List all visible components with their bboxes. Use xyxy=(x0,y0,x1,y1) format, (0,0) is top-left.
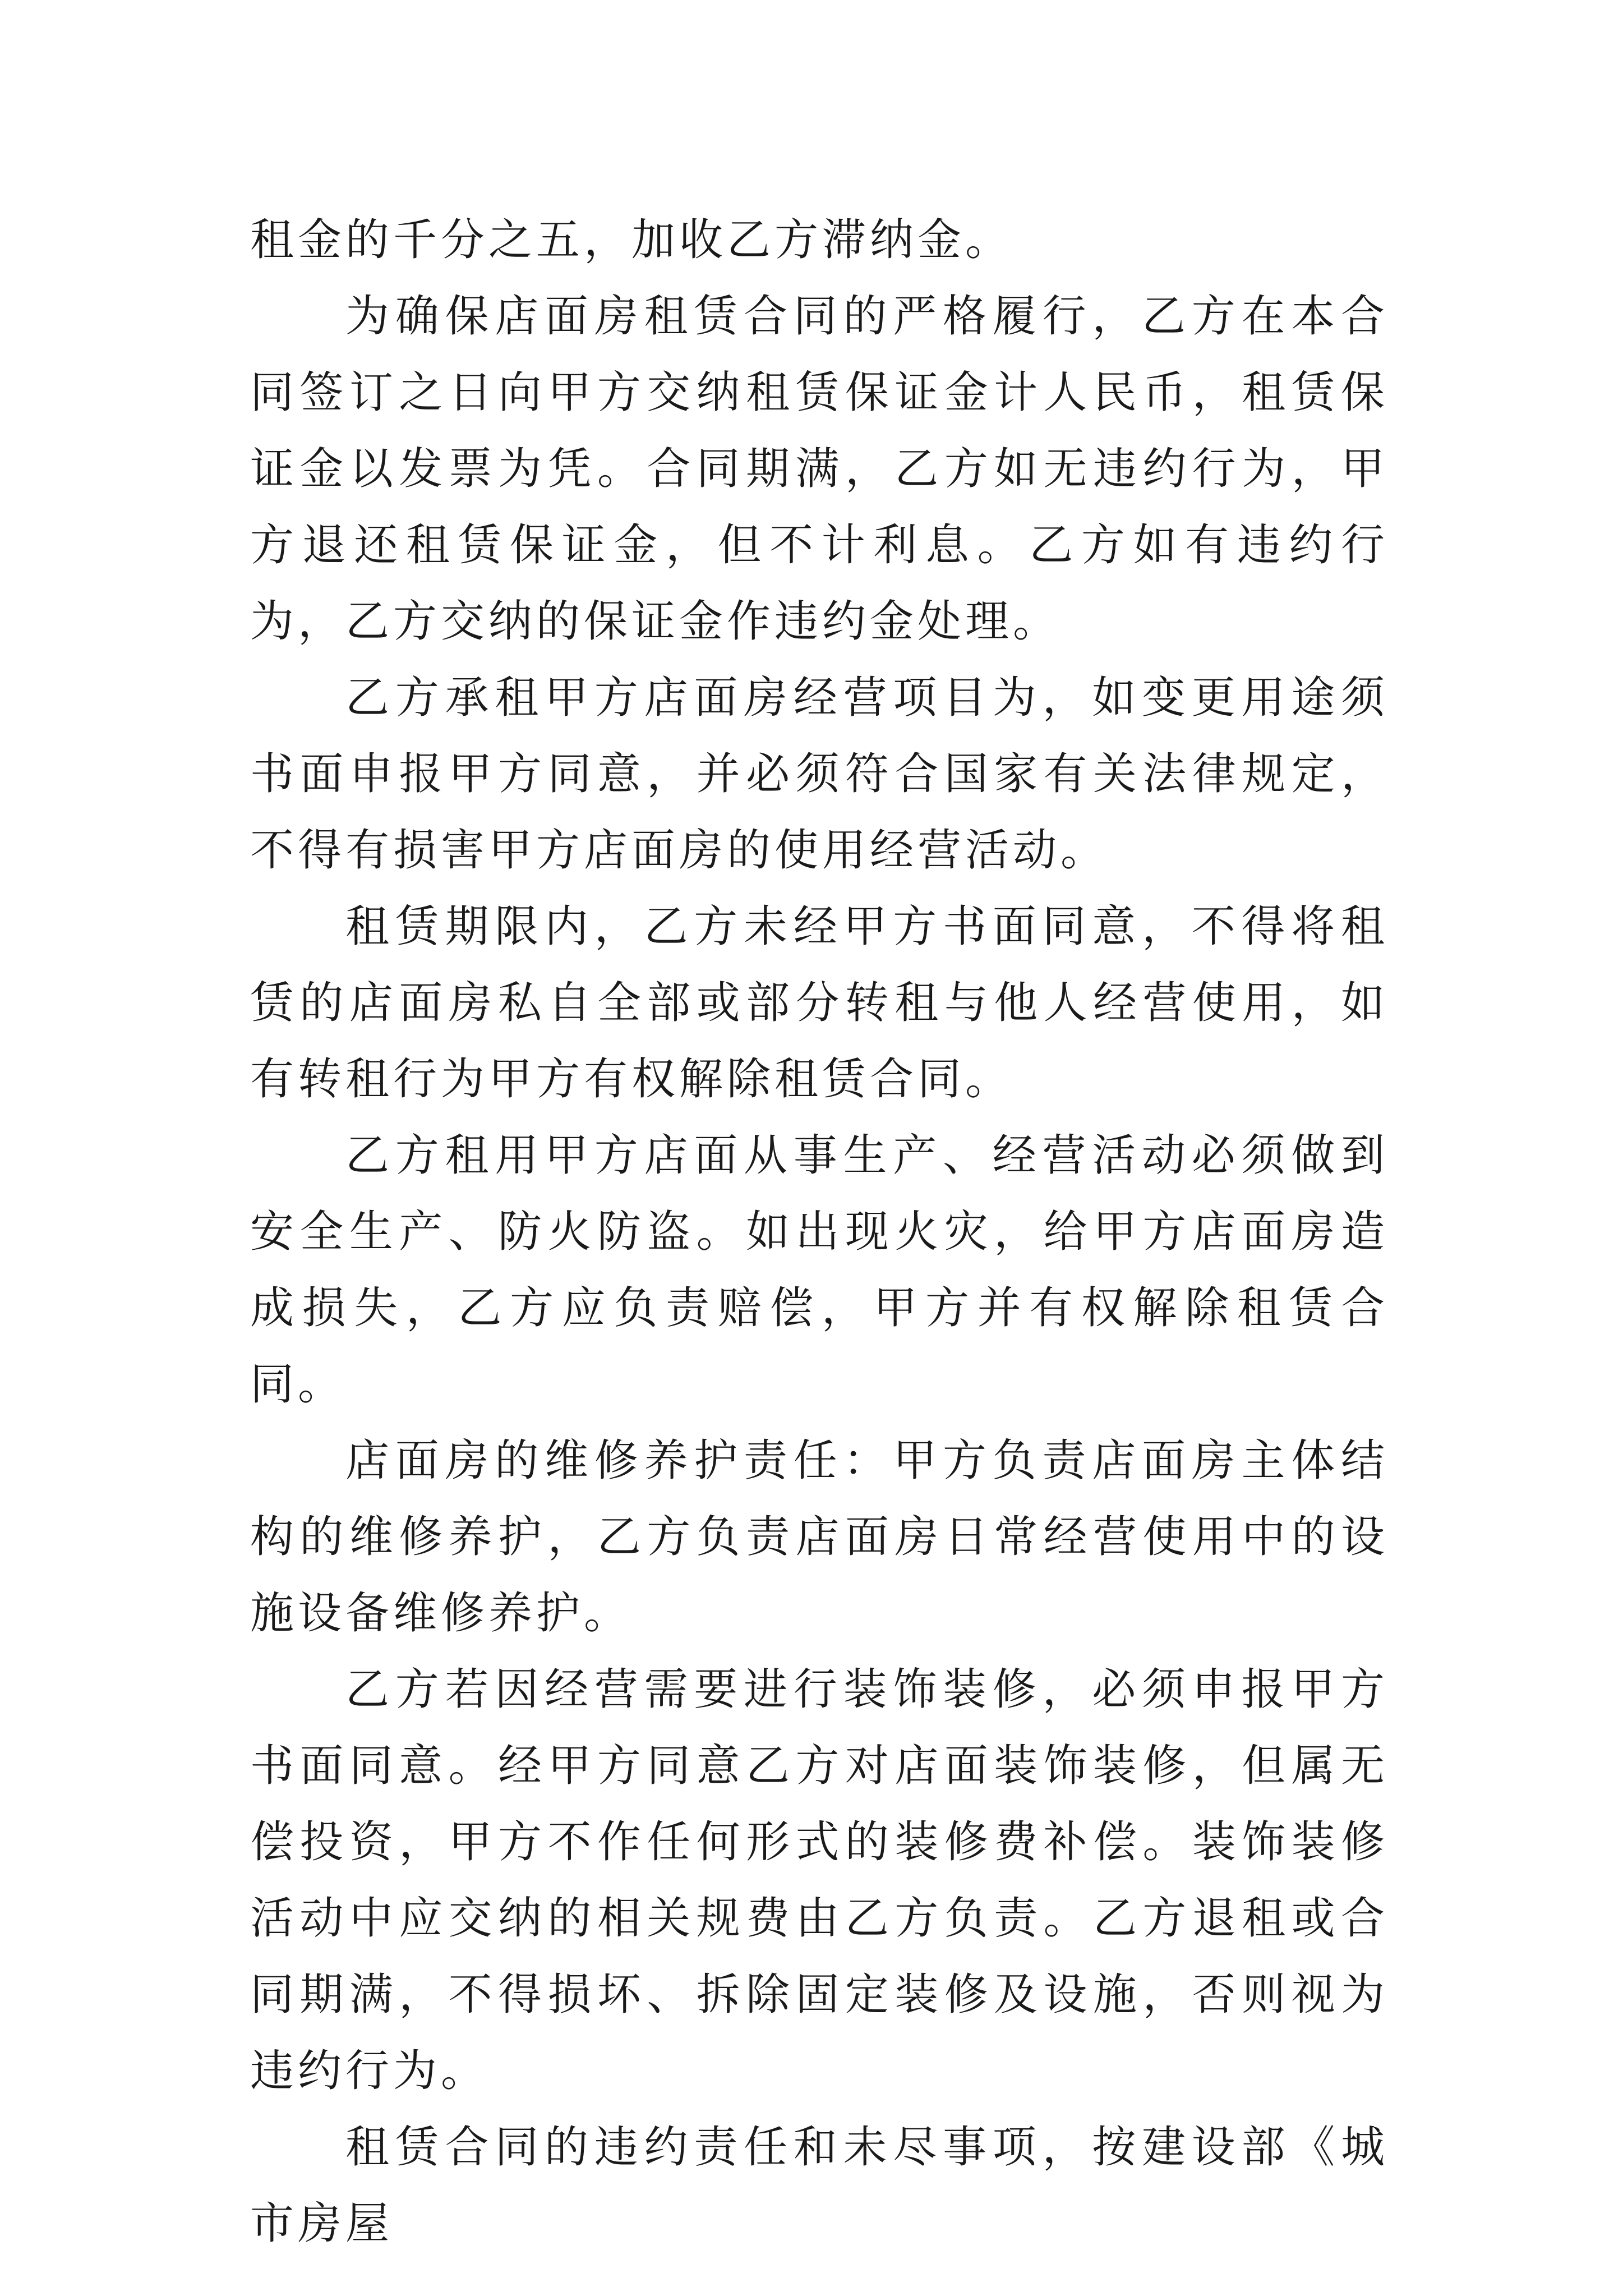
paragraph-security-deposit: 为确保店面房租赁合同的严格履行，乙方在本合同签订之日向甲方交纳租赁保证金计人民币，租赁保证金以发票为凭。合同期满，乙方如无违约行为，甲方退还租赁保证金，但不计利息。乙方如有违约行为，乙方交纳的保证金作违约金处理。 xyxy=(250,291,1389,647)
paragraph-business-scope: 乙方承租甲方店面房经营项目为，如变更用途须书面申报甲方同意，并必须符合国家有关法律规定，不得有损害甲方店面房的使用经营活动。 xyxy=(250,673,1389,876)
contract-text-body xyxy=(250,202,1389,2262)
paragraph-maintenance: 店面房的维修养护责任：甲方负责店面房主体结构的维修养护，乙方负责店面房日常经营使用中的设施设备维修养护。 xyxy=(250,1435,1389,1639)
paragraph-decoration: 乙方若因经营需要进行装饰装修，必须申报甲方书面同意。经甲方同意乙方对店面装饰装修，但属无偿投资，甲方不作任何形式的装修费补偿。装饰装修活动中应交纳的相关规费由乙方负责。乙方退租或合同期满，不得损坏、拆除固定装修及设施，否则视为违约行为。 xyxy=(250,1664,1389,2096)
paragraph-breach-liability: 租赁合同的违约责任和未尽事项，按建设部《城市房屋 xyxy=(250,2122,1389,2249)
paragraph-sublease: 租赁期限内，乙方未经甲方书面同意，不得将租赁的店面房私自全部或部分转租与他人经营使用，如有转租行为甲方有权解除租赁合同。 xyxy=(250,901,1389,1105)
paragraph-safety: 乙方租用甲方店面从事生产、经营活动必须做到安全生产、防火防盗。如出现火灾，给甲方店面房造成损失，乙方应负责赔偿，甲方并有权解除租赁合同。 xyxy=(250,1130,1389,1410)
paragraph-late-fee: 租金的千分之五，加收乙方滞纳金。 xyxy=(250,215,1013,265)
